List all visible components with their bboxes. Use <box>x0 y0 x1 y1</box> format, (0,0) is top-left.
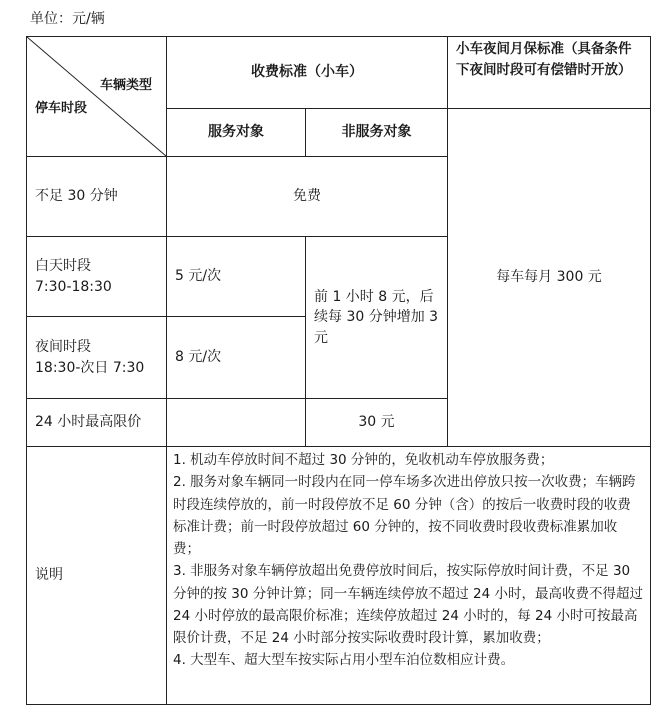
non-service-fee-rule: 前 1 小时 8 元，后续每 30 分钟增加 3 元 <box>306 237 448 399</box>
night-period-hours: 18:30-次日 7:30 <box>35 359 145 376</box>
cap-24h-non-service: 30 元 <box>306 399 448 447</box>
vehicle-type-header: 车辆类型 <box>99 78 152 93</box>
non-service-target-header: 非服务对象 <box>306 109 448 157</box>
parking-fee-table <box>26 36 651 705</box>
under-30-label: 不足 30 分钟 <box>27 157 167 237</box>
note-item: 3. 非服务对象车辆停放超出免费停放时间后，按实际停放时间计费，不足 30 分钟的按 30 分钟计算；同一车辆连续停放不超过 24 小时，最高收费不得超过 24 小时停放的最高限价标准；连续停放超过 24 小时的，每 24 小时可按最高限价计费，不足 24 小时部分按实际收费时段计算，累加收费； <box>173 563 644 647</box>
day-service-fee: 5 元/次 <box>167 237 306 317</box>
unit-label: 单位：元/辆 <box>30 11 105 27</box>
fee-standard-header: 收费标准（小车） <box>167 37 448 109</box>
day-period-hours: 7:30-18:30 <box>35 278 112 295</box>
day-period-label <box>27 237 167 317</box>
cap-24h-service-empty <box>167 399 306 447</box>
service-target-header: 服务对象 <box>167 109 306 157</box>
parking-period-header: 停车时段 <box>35 101 88 116</box>
notes-label: 说明 <box>27 447 167 705</box>
free-cell: 免费 <box>167 157 448 237</box>
note-item: 1. 机动车停放时间不超过 30 分钟的，免收机动车停放服务费； <box>173 452 554 468</box>
note-item: 2. 服务对象车辆同一时段内在同一停车场多次进出停放只按一次收费；车辆跨时段连续停放的，前一时段停放不足 60 分钟（含）的按后一收费时段的收费标准计费；前一时段停放超过 60 分钟的，按不同收费时段收费标准累加收费； <box>173 474 636 558</box>
night-period-title: 夜间时段 <box>35 339 91 356</box>
monthly-fee-cell: 每车每月 300 元 <box>448 109 651 447</box>
diagonal-line <box>27 37 166 156</box>
diagonal-header-cell <box>27 37 167 157</box>
night-period-label <box>27 317 167 399</box>
cap-24h-label: 24 小时最高限价 <box>27 399 167 447</box>
note-item: 4. 大型车、超大型车按实际占用小型车泊位数相应计费。 <box>173 652 515 669</box>
night-service-fee: 8 元/次 <box>167 317 306 399</box>
day-period-title: 白天时段 <box>35 258 91 275</box>
monthly-night-header: 小车夜间月保标准（具备条件下夜间时段可有偿错时开放） <box>448 37 651 109</box>
notes-content <box>167 447 651 705</box>
